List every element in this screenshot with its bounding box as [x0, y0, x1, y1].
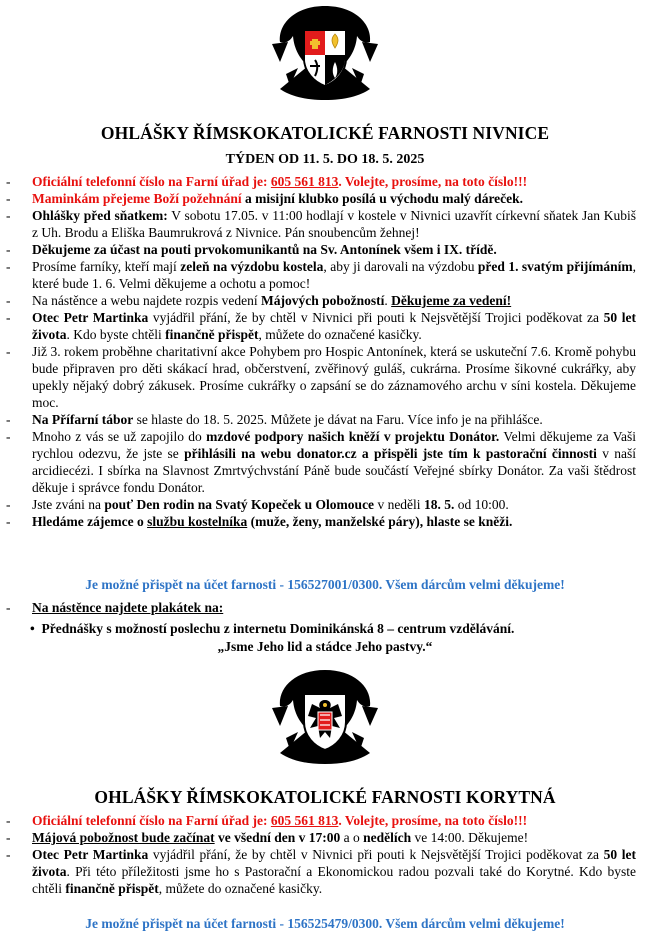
- list-item: - Oficiální telefonní číslo na Farní úřad je: 605 561 813. Volejte, prosíme, na toto číslo!!!: [6, 812, 636, 829]
- korytna-crest: [0, 668, 650, 768]
- list-item: - Děkujeme za účast na pouti prvokomunikantů na Sv. Antonínek všem i IX. třídě.: [6, 241, 636, 258]
- list-item: - Hledáme zájemce o službu kostelníka (muže, ženy, manželské páry), hlaste se kněži.: [6, 513, 636, 530]
- list-item: - Otec Petr Martinka vyjádřil přání, že by chtěl v Nivnici při pouti k Nejsvětější Trojici poděkovat za 50 let života. Při této příležitosti jsme ho s Pastorační a Ekonomickou radou pozvali také do Korytné. Kdo byste chtěli finančně přispět, můžete do označené kasičky.: [6, 846, 636, 897]
- korytna-announcements: [6, 812, 636, 897]
- list-item: - Otec Petr Martinka vyjádřil přání, že by chtěl v Nivnici při pouti k Nejsvětější Trojici poděkovat za 50 let života. Kdo byste chtěli finančně přispět, můžete do označené kasičky.: [6, 309, 636, 343]
- list-item: - Maminkám přejeme Boží požehnání a misijní klubko posílá u východu malý dáreček.: [6, 190, 636, 207]
- nivnice-coat-of-arms-icon: [260, 4, 390, 104]
- bullet-icon: •: [30, 621, 35, 636]
- list-item: - Na Přífarní tábor se hlaste do 18. 5. 2025. Můžete je dávat na Faru. Více info je na přihlášce.: [6, 411, 636, 428]
- list-item: - Oficiální telefonní číslo na Farní úřad je: 605 561 813. Volejte, prosíme, na toto číslo!!!: [6, 173, 636, 190]
- nivnice-crest: [0, 4, 650, 104]
- list-item: - Jste zváni na pouť Den rodin na Svatý Kopeček u Olomouce v neděli 18. 5. od 10:00.: [6, 496, 636, 513]
- nivnice-week: TÝDEN OD 11. 5. DO 18. 5. 2025: [225, 152, 425, 167]
- list-item: - Na nástěnce a webu najdete rozpis vedení Májových pobožností. Děkujeme za vedení!: [6, 292, 636, 309]
- korytna-donation-note: Je možné přispět na účet farnosti - 156525479/0300. Všem dárcům velmi děkujeme!: [85, 916, 565, 931]
- poster-bullet: • Přednášky s možností poslechu z internetu Dominikánská 8 – centrum vzdělávání.: [30, 621, 515, 636]
- list-item: - Mnoho z vás se už zapojilo do mzdové podpory našich kněží v projektu Donátor. Velmi děkujeme za Vaši rychlou odezvu, že jste se přihlásili na webu donator.cz a přispěli jste tím k pastorační činnosti v naší arcidiecézi. I sbírka na Slavnost Zmrtvýchvstání Páně bude součástí Veřejné sbírky Donátor. Za vaši štědrost děkuje i správce fondu Donátor.: [6, 428, 636, 496]
- list-item: - Prosíme farníky, kteří mají zeleň na výzdobu kostela, aby ji darovali na výzdobu před 1. svatým přijímáním, které bude 1. 6. Velmi děkujeme a ochotu a pomoc!: [6, 258, 636, 292]
- nivnice-poster-section: [6, 599, 636, 616]
- poster-motto: „Jsme Jeho lid a stádce Jeho pastvy.“: [217, 639, 433, 654]
- korytna-title: OHLÁŠKY ŘÍMSKOKATOLICKÉ FARNOSTI KORYTNÁ: [94, 787, 556, 807]
- korytna-coat-of-arms-icon: [260, 668, 390, 768]
- nivnice-announcements: [6, 173, 636, 530]
- nivnice-donation-note: Je možné přispět na účet farnosti - 156527001/0300. Všem dárcům velmi děkujeme!: [85, 577, 565, 592]
- poster-heading: Na nástěnce najdete plakátek na:: [32, 600, 224, 615]
- list-item: - Ohlášky před sňatkem: V sobotu 17.05. v 11:00 hodlají v kostele v Nivnici uzavřít církevní sňatek Jan Kubiš z Uh. Brodu a Eliška Baumrukrová z Nivnice. Pán snoubencům žehnej!: [6, 207, 636, 241]
- list-item: - Již 3. rokem proběhne charitativní akce Pohybem pro Hospic Antonínek, která se uskuteční 7.6. Kromě pohybu bude připraven pro děti skákací hrad, občerstvení, zvěřinový guláš, cukrárna. Prosíme šikovné cukrářky, aby upekly nějaký dobrý zákusek. Prosíme cukrářky o zapsání se do záznamového archu v síni kostela. Děkujeme moc.: [6, 343, 636, 411]
- nivnice-title: OHLÁŠKY ŘÍMSKOKATOLICKÉ FARNOSTI NIVNICE: [100, 123, 550, 143]
- list-item: [6, 599, 636, 616]
- list-item: - Májová pobožnost bude začínat ve všední den v 17:00 a o nedělích ve 14:00. Děkujeme!: [6, 829, 636, 846]
